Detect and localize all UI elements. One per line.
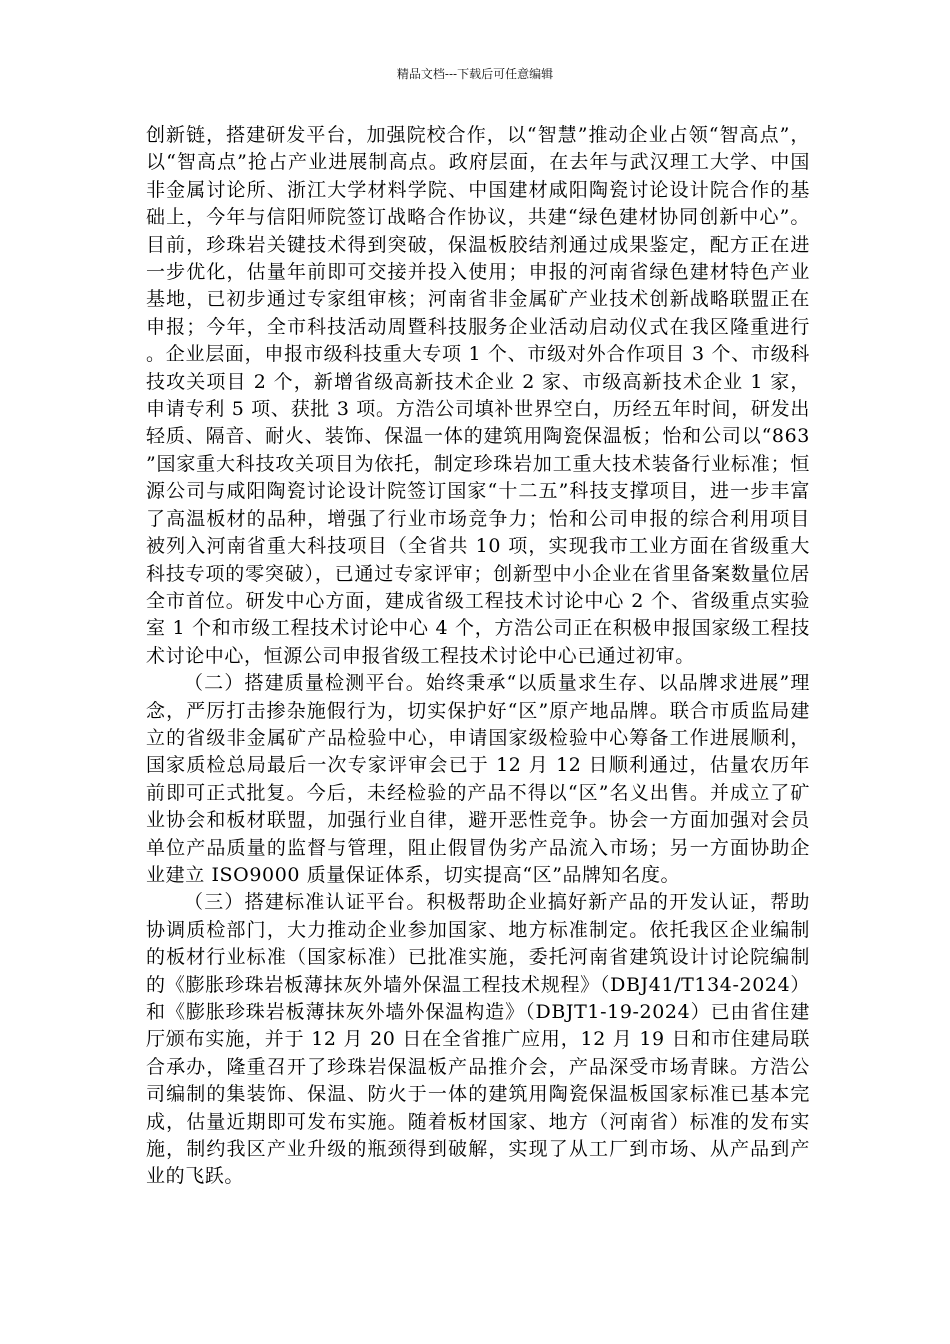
page-header: 精品文档---下载后可任意编辑 (396, 67, 554, 81)
document-body (146, 122, 810, 1191)
paragraph-quality-testing-platform: （二）搭建质量检测平台。始终秉承“以质量求生存、以品牌求进展”理念，严厉打击掺杂施假行为，切实保护好“区”原产地品牌。联合市质监局建立的省级非金属矿产品检验中心，申请国家级检验中心筹备工作进展顺利，国家质检总局最后一次专家评审会已于 12 月 12 日顺利通过，估量农历年前即可正式批复。今后，未经检验的产品不得以“区”名义出售。并成立了矿业协会和板材联盟，加强行业自律，避开恶性竞争。协会一方面加强对会员单位产品质量的监督与管理，阻止假冒伪劣产品流入市场；另一方面协助企业建立 ISO9000 质量保证体系，切实提高“区”品牌知名度。 (146, 672, 810, 886)
paragraph-continuation: 创新链，搭建研发平台，加强院校合作，以“智慧”推动企业占领“智高点”，以“智高点”抢占产业进展制高点。政府层面，在去年与武汉理工大学、中国非金属讨论所、浙江大学材料学院、中国建材咸阳陶瓷讨论设计院合作的基础上，今年与信阳师院签订战略合作协议，共建“绿色建材协同创新中心”。目前，珍珠岩关键技术得到突破，保温板胶结剂通过成果鉴定，配方正在进一步优化，估量年前即可交接并投入使用；申报的河南省绿色建材特色产业基地，已初步通过专家组审核；河南省非金属矿产业技术创新战略联盟正在申报；今年，全市科技活动周暨科技服务企业活动启动仪式在我区隆重进行。企业层面，申报市级科技重大专项 1 个、市级对外合作项目 3 个、市级科技攻关项目 2 个，新增省级高新技术企业 2 家、市级高新技术企业 1 家，申请专利 5 项、获批 3 项。方浩公司填补世界空白，历经五年时间，研发出轻质、隔音、耐火、装饰、保温一体的建筑用陶瓷保温板；怡和公司以“863”国家重大科技攻关项目为依托，制定珍珠岩加工重大技术装备行业标准；恒源公司与咸阳陶瓷讨论设计院签订国家“十二五”科技支撑项目，进一步丰富了高温板材的品种，增强了行业市场竞争力；怡和公司申报的综合利用项目被列入河南省重大科技项目（全省共 10 项，实现我市工业方面在省级重大科技专项的零突破），已通过专家评审；创新型中小企业在省里备案数量位居全市首位。研发中心方面，建成省级工程技术讨论中心 2 个、省级重点实验室 1 个和市级工程技术讨论中心 4 个，方浩公司正在积极申报国家级工程技术讨论中心，恒源公司申报省级工程技术讨论中心已通过初审。 (146, 124, 810, 667)
paragraph-standards-certification-platform: （三）搭建标准认证平台。积极帮助企业搞好新产品的开发认证，帮助协调质检部门，大力推动企业参加国家、地方标准制定。依托我区企业编制的板材行业标准（国家标准）已批准实施，委托河南省建筑设计讨论院编制的《膨胀珍珠岩板薄抹灰外墙外保温工程技术规程》（DBJ41/T134-2024）和《膨胀珍珠岩板薄抹灰外墙外保温构造》（DBJT1-19-2024）已由省住建厅颁布实施，并于 12 月 20 日在全省推广应用，12 月 19 日和市住建局联合承办，隆重召开了珍珠岩保温板产品推介会，产品深受市场青睐。方浩公司编制的集装饰、保温、防火于一体的建筑用陶瓷保温板国家标准已基本完成，估量近期即可发布实施。随着板材国家、地方（河南省）标准的发布实施，制约我区产业升级的瓶颈得到破解，实现了从工厂到市场、从产品到产业的飞跃。 (146, 891, 810, 1188)
